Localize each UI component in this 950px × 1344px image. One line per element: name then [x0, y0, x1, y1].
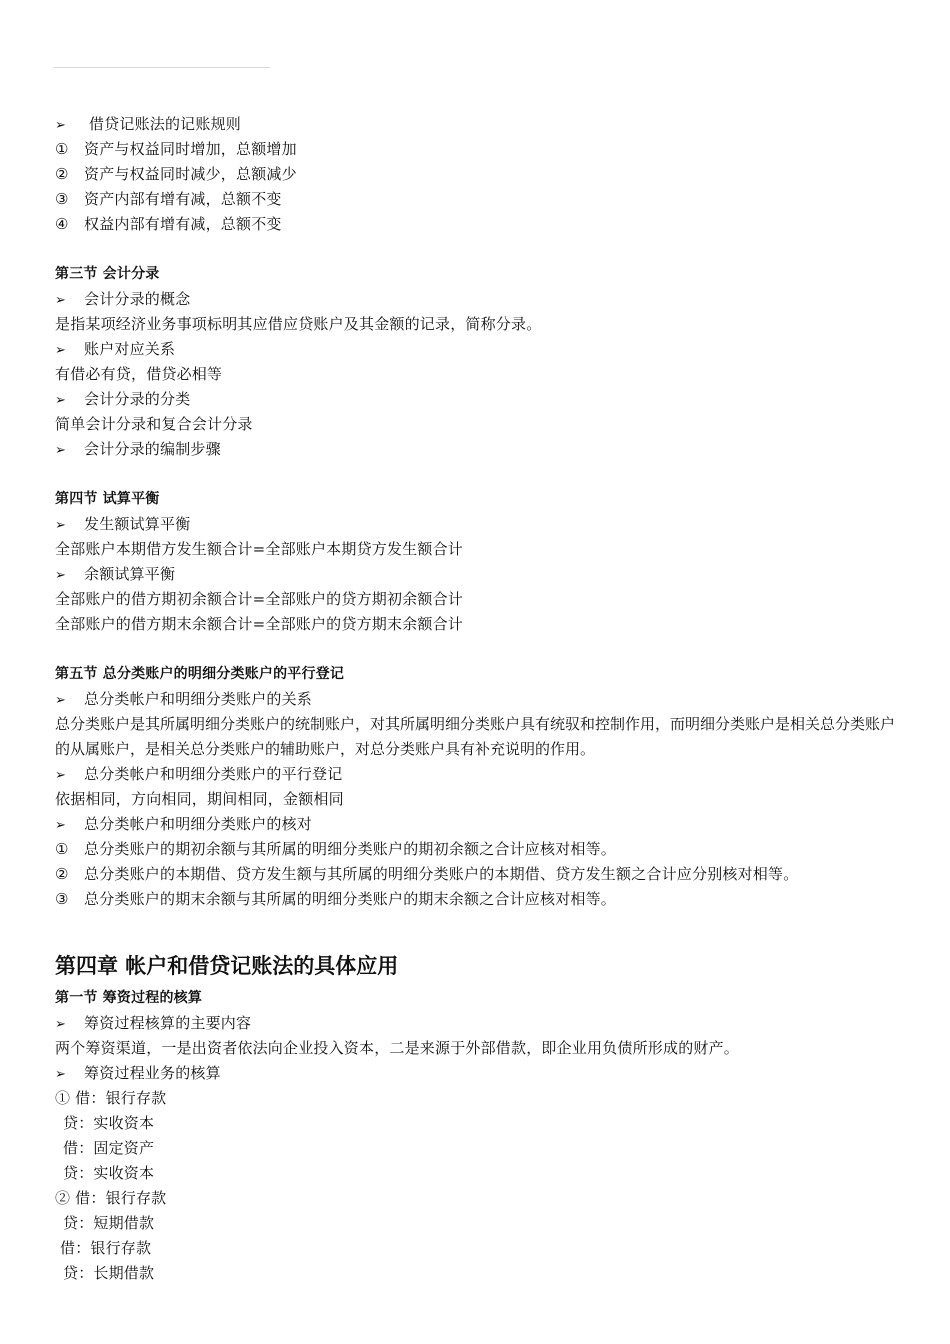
bullet-arrow-icon: ➢ [55, 118, 67, 133]
bullet-arrow-icon: ➢ [55, 693, 67, 708]
bullet-item: ➢ 账户对应关系 [55, 337, 897, 362]
rule-item: ④ 权益内部有增有减，总额不变 [55, 215, 282, 233]
journal-entry: ① 借：银行存款 [55, 1089, 167, 1107]
bullet-arrow-icon: ➢ [55, 343, 67, 358]
journal-entry: 贷：短期借款 [63, 1214, 155, 1232]
bullet-item: ➢ 总分类帐户和明细分类账户的核对 [55, 812, 897, 837]
intro-heading-text: 借贷记账法的记账规则 [88, 115, 241, 133]
section-title: 第一节 筹资过程的核算 [55, 990, 203, 1006]
section-title: 第五节 总分类账户的明细分类账户的平行登记 [55, 666, 345, 682]
journal-entry: 贷：实收资本 [63, 1114, 155, 1132]
bullet-item: ➢ 会计分录的概念 [55, 287, 897, 312]
body-text: 两个筹资渠道，一是出资者依法向企业投入资本，二是来源于外部借款，即企业用负债所形成的财产。 [55, 1039, 740, 1057]
intro-heading [55, 112, 897, 137]
bullet-arrow-icon: ➢ [55, 518, 67, 533]
bullet-item: ➢ 总分类帐户和明细分类账户的平行登记 [55, 762, 897, 787]
bullet-item: ➢ 筹资过程业务的核算 [55, 1061, 897, 1086]
bullet-item: ➢ 余额试算平衡 [55, 562, 897, 587]
journal-entry: 贷：实收资本 [63, 1164, 155, 1182]
body-paragraph: 总分类账户是其所属明细分类账户的统制账户，对其所属明细分类账户具有统驭和控制作用，而明细分类账户是相关总分类账户的从属账户，是相关总分类账户的辅助账户，对总分类账户具有补充说明的作用。 [55, 715, 896, 758]
body-text: 依据相同，方向相同，期间相同，金额相同 [55, 790, 344, 808]
bullet-arrow-icon: ➢ [55, 393, 67, 408]
rule-item: ③ 资产内部有增有减，总额不变 [55, 190, 282, 208]
journal-entry: ② 借：银行存款 [55, 1189, 167, 1207]
bullet-item: ➢ 发生额试算平衡 [55, 512, 897, 537]
bullet-arrow-icon: ➢ [55, 568, 67, 583]
bullet-item: ➢ 总分类帐户和明细分类账户的关系 [55, 687, 897, 712]
bullet-arrow-icon: ➢ [55, 1017, 67, 1032]
bullet-arrow-icon: ➢ [55, 768, 67, 783]
body-text: 全部账户本期借方发生额合计=全部账户本期贷方发生额合计 [55, 540, 463, 558]
check-item: ② 总分类账户的本期借、贷方发生额与其所属的明细分类账户的本期借、贷方发生额之合计应分别核对相等。 [55, 865, 799, 883]
bullet-item: ➢ 筹资过程核算的主要内容 [55, 1011, 897, 1036]
check-item: ① 总分类账户的期初余额与其所属的明细分类账户的期初余额之合计应核对相等。 [55, 840, 617, 858]
rule-item: ① 资产与权益同时增加，总额增加 [55, 140, 297, 158]
body-text: 全部账户的借方期初余额合计=全部账户的贷方期初余额合计 [55, 590, 463, 608]
body-text: 有借必有贷，借贷必相等 [55, 365, 223, 383]
body-text: 是指某项经济业务事项标明其应借应贷账户及其金额的记录，简称分录。 [55, 315, 542, 333]
header-rule [54, 67, 270, 68]
section-title: 第三节 会计分录 [55, 266, 160, 282]
body-text: 简单会计分录和复合会计分录 [55, 415, 253, 433]
bullet-arrow-icon: ➢ [55, 818, 67, 833]
journal-entry: 借：银行存款 [60, 1239, 152, 1257]
journal-entry: 借：固定资产 [63, 1139, 155, 1157]
bullet-arrow-icon: ➢ [55, 293, 67, 308]
rule-item: ② 资产与权益同时减少，总额减少 [55, 165, 297, 183]
section-title: 第四节 试算平衡 [55, 491, 160, 507]
bullet-arrow-icon: ➢ [55, 1067, 67, 1082]
bullet-arrow-icon: ➢ [55, 443, 67, 458]
document-body [55, 112, 897, 1286]
bullet-item: ➢ 会计分录的编制步骤 [55, 437, 897, 462]
check-item: ③ 总分类账户的期末余额与其所属的明细分类账户的期末余额之合计应核对相等。 [55, 890, 617, 908]
body-text: 全部账户的借方期末余额合计=全部账户的贷方期末余额合计 [55, 615, 463, 633]
journal-entry: 贷：长期借款 [63, 1264, 155, 1282]
chapter-title: 第四章 帐户和借贷记账法的具体应用 [55, 954, 399, 978]
bullet-item: ➢ 会计分录的分类 [55, 387, 897, 412]
